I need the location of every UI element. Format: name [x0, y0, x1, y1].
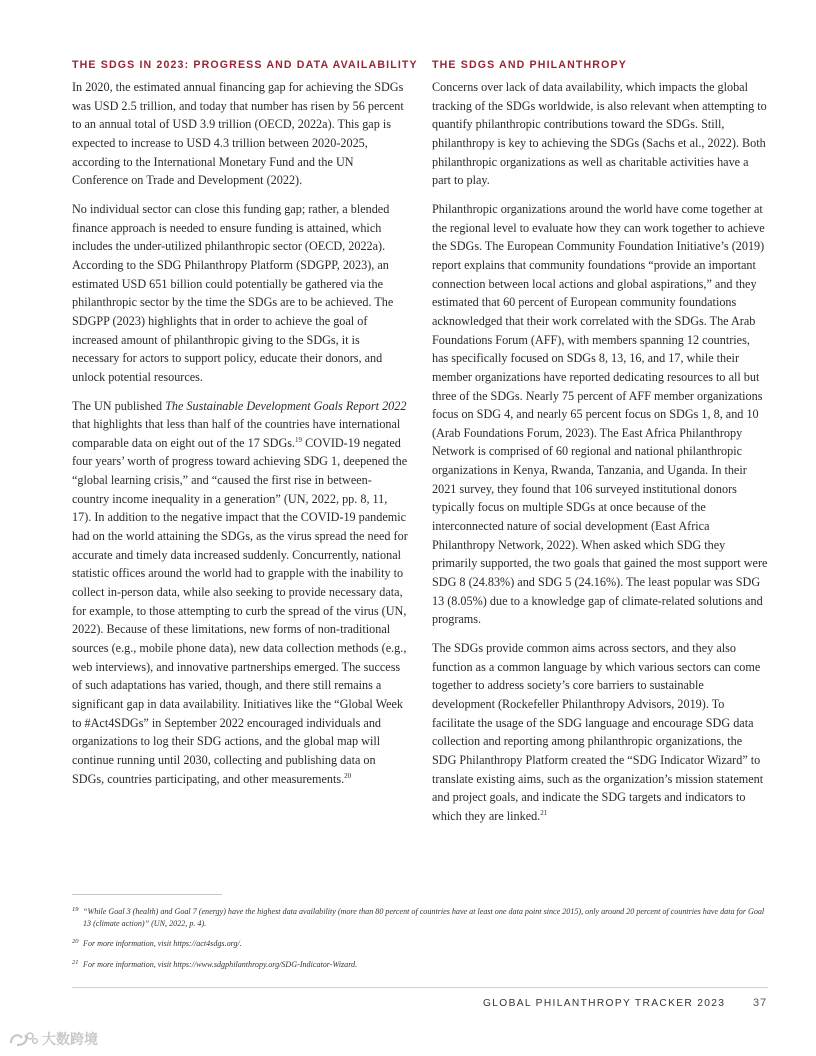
footnote-ref-20[interactable]: 20: [344, 771, 352, 780]
text-span: The UN published: [72, 398, 166, 413]
footnote-ref-21[interactable]: 21: [540, 808, 548, 817]
footnote-link-text[interactable]: For more information, visit https://www.sdgphilanthropy.org/SDG-Indicator-Wizard.: [83, 959, 358, 969]
paragraph: Philanthropic organizations around the world have come together at the regional level to evaluate how they can work together to achieve the SDGs. The European Community Foundation Initiative’s (2019) report explains that community foundations “provide an important connection between local actions and global aspirations,” and they estimated that 60 percent of European community foundations acknowledged that their work correlated with the SDGs. The Arab Foundations Forum (AFF), with members spanning 12 countries, has specifically focused on SDGs 8, 13, 16, and 17, while their member organizations have reported dedicating resources to all but three of the SDGs. Nearly 75 percent of AFF member organizations focus on SDG 4, and nearly 65 percent focus on SDGs 1, 8, and 10 (Arab Foundations Forum, 2023). The East Africa Philanthropy Network is comprised of 60 regional and national philanthropic organizations in Kenya, Rwanda, Tanzania, and Uganda. In their 2021 survey, they found that 106 surveyed institutional donors typically focus on multiple SDGs at once because of the interconnected nature of social development (East Africa Philanthropy Network, 2022). When asked which SDG they primarily supported, the two goals that gained the most support were SDG 8 (24.83%) and SDG 5 (24.16%). The least popular was SDG 13 (8.05%) due to a knowledge gap of climate-related solutions and programs.: [432, 201, 768, 627]
paragraph: In 2020, the estimated annual financing gap for achieving the SDGs was USD 2.5 trillion, and today that number has risen by 56 percent to an annual total of USD 3.9 trillion (OECD, 2022a). This gap is expected to increase to USD 4.3 trillion between 2020-2025, according to the International Monetary Fund and the UN Conference on Trade and Development (2022).: [72, 80, 404, 188]
paragraph: [432, 639, 769, 826]
footnote: [72, 938, 772, 950]
section-heading-philanthropy: THE SDGS AND PHILANTHROPY: [432, 59, 627, 71]
footnote: [72, 959, 772, 971]
report-title: The Sustainable Development Goals Report 2022: [165, 398, 407, 413]
footnotes: [72, 906, 772, 979]
left-column: [72, 58, 418, 798]
paragraph: [72, 397, 409, 789]
watermark: [8, 1029, 98, 1049]
section-heading-progress: THE SDGS IN 2023: PROGRESS AND DATA AVAILABILITY: [72, 59, 418, 71]
footnote-number: 20: [72, 938, 79, 945]
footnote-link-text[interactable]: For more information, visit https://act4sdgs.org/.: [83, 939, 242, 948]
paragraph: Concerns over lack of data availability, which impacts the global tracking of the SDGs worldwide, is also relevant when attempting to quantify philanthropic contributions toward the SDGs. Still, philanthropy is key to achieving the SDGs (Sachs et al., 2022). Both philanthropic organizations as well as charitable activities have a part to play.: [432, 80, 767, 188]
footnote-ref-19[interactable]: 19: [295, 435, 303, 444]
footnote-number: 19: [72, 906, 79, 913]
running-title: GLOBAL PHILANTHROPY TRACKER 2023: [483, 998, 726, 1009]
page-number: 37: [753, 997, 768, 1009]
text-span: that highlights that less than half of the countries have international comparable data on eight out of the 17 SDGs.: [72, 417, 401, 450]
footnote-text: “While Goal 3 (health) and Goal 7 (energy) have the highest data availability (more than 80 percent of countries have at least one data point since 2015), only around 20 percent of countries have data for Goal 13 (climate action)” (UN, 2022, p. 4).: [83, 907, 765, 928]
footnote: [72, 906, 772, 929]
text-span: The SDGs provide common aims across sectors, and they also function as a common language by which various sectors can come together to address society’s core barriers to sustainable development (Rockefeller Philanthropy Advisors, 2019). To facilitate the usage of the SDG language and encourage SDG data collection and reporting among philanthropic organizations, the SDG Philanthropy Platform created the “SDG Indicator Wizard” to translate existing aims, such as the organization’s mission statement and project goals, and indicate the SDG targets and indicators to which they are linked.: [432, 641, 764, 823]
paragraph: No individual sector can close this funding gap; rather, a blended finance approach is needed to ensure funding is attained, which includes the under-utilized philanthropic sector (OECD, 2022a). According to the SDG Philanthropy Platform (SDGPP, 2023), an estimated USD 651 billion could potentially be gathered via the philanthropic sector by the time the SDGs are to be achieved. The SDGPP (2023) highlights that in order to achieve the goal of increased amount of philanthropic giving to the SDGs, it is necessary for actors to support policy, educate their donors, and unlock potential resources.: [72, 201, 394, 384]
footer-divider: [72, 987, 768, 988]
watermark-text: 大数跨境: [42, 1032, 98, 1048]
text-span: COVID-19 negated four years’ worth of progress toward achieving SDG 1, deepened the “global learning crisis,” and “caused the first rise in between-country income inequality in a generation” (UN, 2022, pp. 8, 11, 17). In addition to the negative impact that the COVID-19 pandemic had on the world attaining the SDGs, as the virus spread the need for accurate and timely data increased suddenly. Concurrently, national statistic offices around the world had to grapple with the inability to collect in-person data, while also seeking to provide necessary data, for example, to those attempting to curb the spread of the virus (UN, 2022). Because of these limitations, new forms of non-traditional sources (e.g., mobile phone data), new data collection methods (e.g., web interviews), and innovative partnerships emerged. The success of such adaptations has varied, though, and there still remains a significant gap in data availability. Initiatives like the “Global Week to #Act4SDGs” in September 2022 encouraged individuals and organizations to log their SDG actions, and the global map will continue running until 2030, collecting and publishing data on SDGs, countries participating, and other measurements.: [72, 435, 408, 786]
watermark-logo-icon: [8, 1030, 38, 1048]
right-column: [432, 58, 769, 836]
footnote-divider: [72, 894, 222, 895]
footnote-number: 21: [72, 958, 79, 966]
